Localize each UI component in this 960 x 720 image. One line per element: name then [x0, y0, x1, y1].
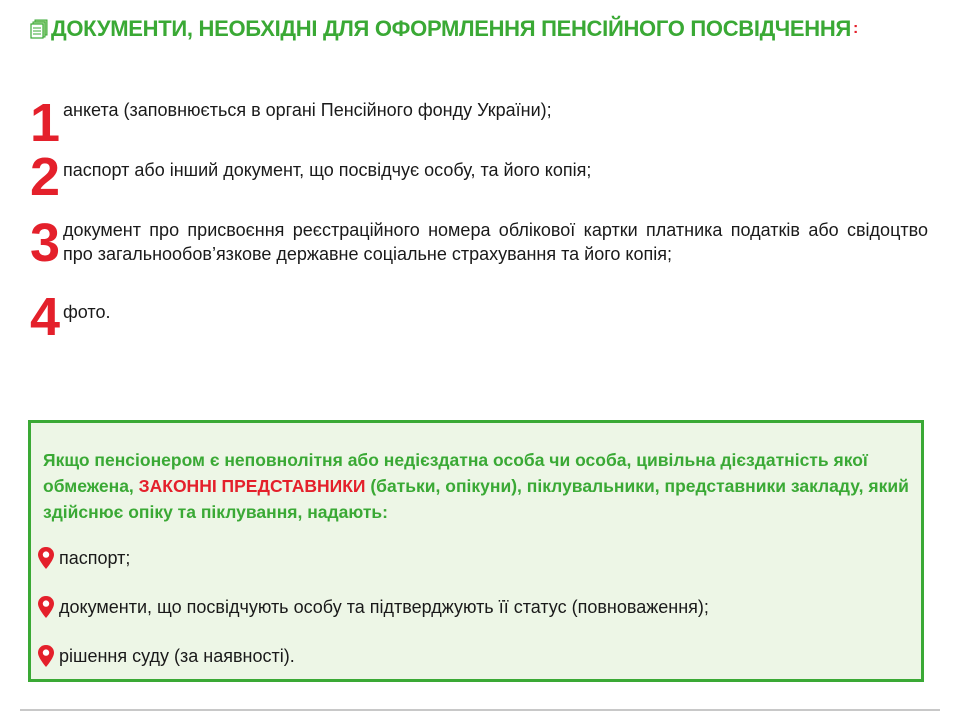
title-text: ДОКУМЕНТИ, НЕОБХІДНІ ДЛЯ ОФОРМЛЕННЯ ПЕНСІЙНОГО ПОСВІДЧЕННЯ: [51, 16, 851, 41]
list-item: [30, 147, 928, 207]
page-title: [30, 16, 940, 42]
title-colon: :: [853, 20, 859, 37]
notice-bullet: [37, 644, 295, 668]
list-item: [30, 287, 928, 347]
item-text: документ про присвоєння реєстраційного номера облікової картки платника податків або свідоцтво про загальнообов’язкове державне соціальне страхування та його копія;: [63, 220, 928, 264]
map-pin-icon: [37, 595, 55, 619]
map-pin-icon: [37, 546, 55, 570]
item-text: фото.: [63, 302, 111, 322]
notice-lead: [43, 447, 915, 525]
notice-lead-end: (батьки, опікуни), піклувальники, представники закладу, який здійснює опіку та піклування, надають:: [43, 476, 909, 522]
item-number: 3: [30, 213, 59, 273]
bullet-text: рішення суду (за наявності).: [59, 645, 295, 666]
notice-highlight: ЗАКОННІ ПРЕДСТАВНИКИ: [138, 476, 366, 496]
document-stack-icon: [30, 19, 48, 39]
notice-lead-start: Якщо пенсіонером є неповнолітня або недієздатна особа чи особа, цивільна дієздатність якої обмежена,: [43, 450, 868, 496]
item-number: 4: [30, 287, 59, 347]
item-text: анкета (заповнюється в органі Пенсійного фонду України);: [63, 100, 552, 120]
item-text: паспорт або інший документ, що посвідчує особу, та його копія;: [63, 160, 592, 180]
bullet-text: документи, що посвідчують особу та підтверджують її статус (повноваження);: [59, 596, 709, 617]
list-item: [30, 213, 928, 273]
notice-bullet: [37, 546, 130, 570]
bottom-divider: [20, 709, 940, 711]
item-number: 2: [30, 147, 59, 207]
notice-bullet: [37, 595, 709, 619]
item-number: 1: [30, 93, 59, 153]
legal-representatives-notice: [28, 420, 924, 682]
map-pin-icon: [37, 644, 55, 668]
bullet-text: паспорт;: [59, 547, 131, 568]
list-item: [30, 93, 928, 153]
